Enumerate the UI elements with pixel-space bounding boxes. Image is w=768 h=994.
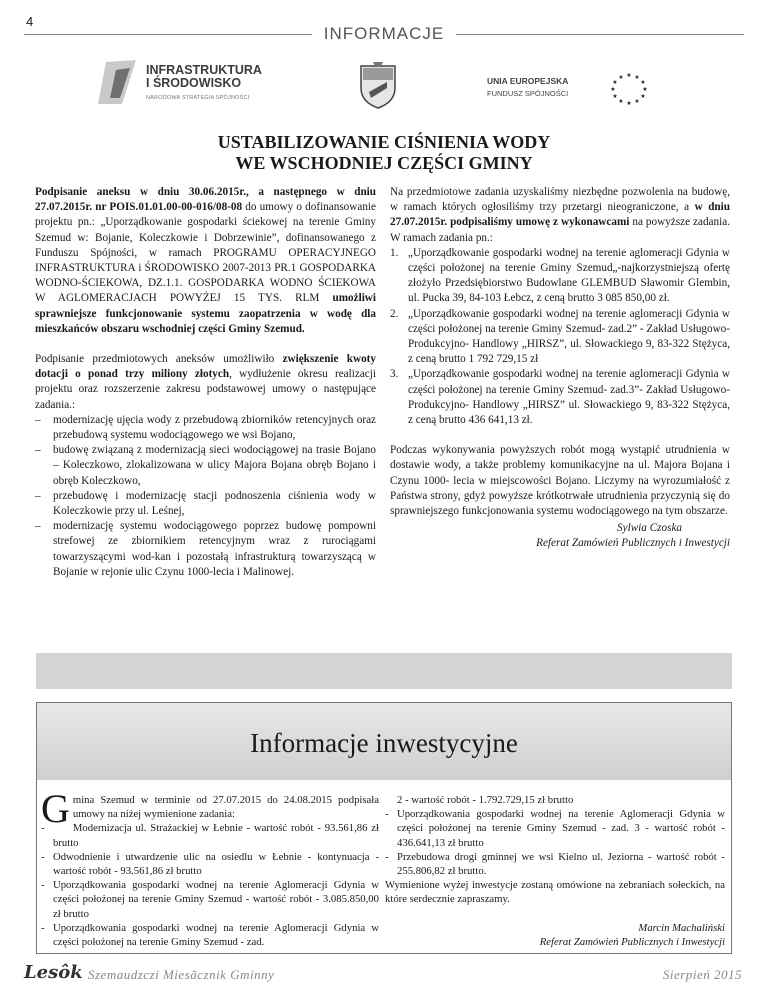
magazine-logo: Lesôk [24, 962, 83, 983]
svg-text:★: ★ [610, 86, 616, 93]
list-item: – modernizację ujęcia wody z przebudową zbiorników retencyjnych oraz przebudową systemu wodociągowego we wsi Bojano, [35, 413, 376, 443]
box-signature [385, 921, 725, 949]
paragraph-grant: Podpisanie przedmiotowych aneksów umożliwiło zwiększenie kwoty dotacji o ponad trzy miliony złotych, wydłużenie okresu realizacji projektu oraz rozszerzenie zakresu podstawowej umowy o następujące zadania.: [35, 353, 376, 411]
list-item: 1. „Uporządkowanie gospodarki wodnej na terenie aglomeracji Gdynia w części położonej na terenie Gminy Szemud„-najkorzystniejszą ofertę złożyło Przedsiębiorstwo Budowlane GLEMBUD Sławomir Glembin, ul. Pucka 39, 84-103 Łebcz, z ceną brutto 3 085 850,00 zł. [390, 246, 730, 305]
author-name: Sylwia Czoska [617, 522, 682, 535]
box-title: Informacje inwestycyjne [250, 728, 518, 758]
investment-list [41, 821, 379, 949]
box-right-column [385, 793, 725, 949]
list-item: - Uporządkowania gospodarki wodnej na terenie Aglomeracji Gdynia w części położonej na terenie Gminy Szemud - zad. [41, 921, 379, 949]
section-header [0, 24, 768, 44]
investment-list-continued [385, 807, 725, 878]
box-closing: Wymienione wyżej inwestycje zostaną omówione na zebraniach sołeckich, na które serdecznie zapraszamy. [385, 879, 725, 906]
list-item: - Modernizacja ul. Strażackiej w Łebnie - wartość robót - 93.561,86 zł brutto [41, 821, 379, 849]
infra-line1: INFRASTRUKTURA [146, 63, 262, 77]
list-item: 2. „Uporządkowanie gospodarki wodnej na terenie aglomeracji Gdynia w części położonej na terenie Gminy Szemud- zad.2” - Zakład Usługowo- Produkcyjno- Handlowy „HIRSZ”, ul. Słowackiego 9, 83-322 Stężyca, z ceną brutto 1 792 729,15 zł [390, 307, 730, 366]
headline-line1: USTABILIZOWANIE CIŚNIENIA WODY [217, 132, 551, 152]
list-continuation: 2 - wartość robót - 1.792.729,15 zł brutto [397, 794, 574, 806]
magazine-name: Szemaudzczi Miesãcznik Gminny [88, 967, 275, 982]
svg-text:★: ★ [642, 86, 648, 93]
headline-line2: WE WSCHODNIEJ CZĘŚCI GMINY [235, 153, 533, 173]
dropcap: G [41, 786, 70, 831]
investment-info-box [36, 702, 732, 954]
issue-date: Sierpień 2015 [662, 967, 742, 982]
eu-logo [487, 68, 717, 110]
list-item: - Uporządkowania gospodarki wodnej na terenie Aglomeracji Gdynia w części położonej na terenie Gminy Szemud - wartość robót - 3.085.850,00 zł brutto [41, 878, 379, 921]
infra-name [146, 64, 262, 90]
svg-text:★: ★ [618, 98, 624, 105]
box-author-department: Referat Zamówień Publicznych i Inwestycji [539, 935, 725, 948]
svg-text:★: ★ [612, 93, 618, 100]
infra-line2: I ŚRODOWISKO [146, 76, 242, 90]
svg-text:★: ★ [626, 100, 632, 107]
separator-band [36, 653, 732, 689]
list-item: - Uporządkowania gospodarki wodnej na terenie Aglomeracji Gdynia w części położonej na terenie Gminy Szemud - zad. 3 - wartość robót - 436.641,13 zł brutto [385, 807, 725, 850]
svg-text:★: ★ [618, 74, 624, 81]
article-headline [0, 132, 768, 174]
page-footer [24, 960, 744, 988]
gmina-crest [357, 58, 399, 110]
paragraph-tenders: Na przedmiotowe zadania uzyskaliśmy niezbędne pozwolenia na budowę, w ramach których ogłosiliśmy trzy przetargi nieograniczone, a w dniu 27.07.2015r. podpisaliśmy umowę z wykonawcami na powyższe zadania. W ramach zadania pn.: [390, 186, 730, 244]
intro-paragraph: Gmina Szemud w terminie od 27.07.2015 do 24.08.2015 podpisała umowy na niżej wymienione zadania: [41, 786, 379, 831]
signature [390, 521, 730, 551]
article-right-column [390, 185, 730, 552]
svg-text:★: ★ [634, 98, 640, 105]
svg-text:★: ★ [612, 79, 618, 86]
infrastruktura-mark-icon [96, 58, 140, 106]
author-department: Referat Zamówień Publicznych i Inwestycji [536, 537, 730, 550]
eu-line2: FUNDUSZ SPÓJNOŚCI [487, 89, 569, 98]
list-item: - Przebudowa drogi gminnej we wsi Kielno ul. Jeziorna - wartość robót - 255.806,82 zł brutto. [385, 850, 725, 878]
box-left-column [41, 786, 379, 949]
list-item: - Odwodnienie i utwardzenie ulic na osiedlu w Łebnie - kontynuacja - wartość robót - 93.561,86 zł brutto [41, 850, 379, 878]
eu-flag-icon [599, 68, 659, 110]
infra-tagline: NARODOWA STRATEGIA SPÓJNOŚCI [146, 95, 250, 101]
box-author-name: Marcin Machaliński [638, 921, 725, 934]
article-left-column [35, 185, 376, 580]
svg-text:★: ★ [640, 93, 646, 100]
task-list [35, 413, 376, 580]
page-number: 4 [26, 14, 34, 29]
paragraph-closing: Podczas wykonywania powyższych robót mogą wystąpić utrudnienia w dostawie wody, a także problemy komunikacyjne na ul. Majora Bojana i Czynu 1000- lecia w miejscowości Bojano. Liczymy na wyrozumiałość z Państwa strony, gdyż powyższe krótkotrwałe utrudnienia przyczynią się do sprawniejszego funkcjonowania systemu wodociągowego na tym obszarze. [390, 444, 730, 518]
coat-of-arms-icon [357, 58, 399, 110]
paragraph-annex: Podpisanie aneksu w dniu 30.06.2015r., a następnego w dniu 27.07.2015r. nr POIS.01.01.00-00-016/08-08 do umowy o dofinansowanie projektu pn.: „Uporządkowanie gospodarki ściekowej na terenie Gminy Szemud w: Bojanie, Koleczkowie i Dobrzewinie”, dofinansowanego z Funduszu Spójności, w ramach PROGRAMU OPERACYJNEGO INFRASTRUKTURA i ŚRODOWISKO 2007-2013 PR.1 GOSPODARKA WODNO-ŚCIEKOWA, DZ.1.1. GOSPODARKA WODNO ŚCIEKOWA W AGLOMERACJACH POWYŻEJ 15 TYS. RLM umożliwi sprawniejsze funkcjonowanie systemu zaopatrzenia w wodę dla mieszkańców obszaru wschodniej części Gminy Szemud. [35, 186, 376, 335]
svg-text:★: ★ [626, 72, 632, 79]
list-item: 3. „Uporządkowanie gospodarki wodnej na terenie aglomeracji Gdynia w części położonej na terenie Gminy Szemud- zad.3”- Zakład Usługowo- Produkcyjno- Handlowy „HIRSZ” ul. Słowackiego 9, 83-322 Stężyca, z ceną brutto 436 641,13 zł. [390, 368, 730, 427]
svg-text:★: ★ [634, 74, 640, 81]
section-header-label: INFORMACJE [312, 24, 457, 43]
list-item: – modernizację systemu wodociągowego poprzez budowę pompowni strefowej ze zbiornikiem retencyjnym wraz z rurociągami towarzyszącymi wod-kan i pozostałą infrastrukturą towarzyszącą w Bojanie w rejonie ulic Czynu 1000-lecia i Malinowej. [35, 519, 376, 580]
svg-text:★: ★ [640, 79, 646, 86]
eu-line1: UNIA EUROPEJSKA [487, 76, 569, 86]
list-item: – przebudowę i modernizację stacji podnoszenia ciśnienia wody w Koleczkowie przy ul. Leśnej, [35, 489, 376, 519]
contract-list [390, 246, 730, 428]
infrastruktura-logo [96, 58, 306, 110]
list-item: – budowę związaną z modernizacją sieci wodociągowej na trasie Bojano – Koleczkowo, zlokalizowana w ulicy Majora Bojana obręb Bojano i obręb Koleczkowo, [35, 443, 376, 489]
